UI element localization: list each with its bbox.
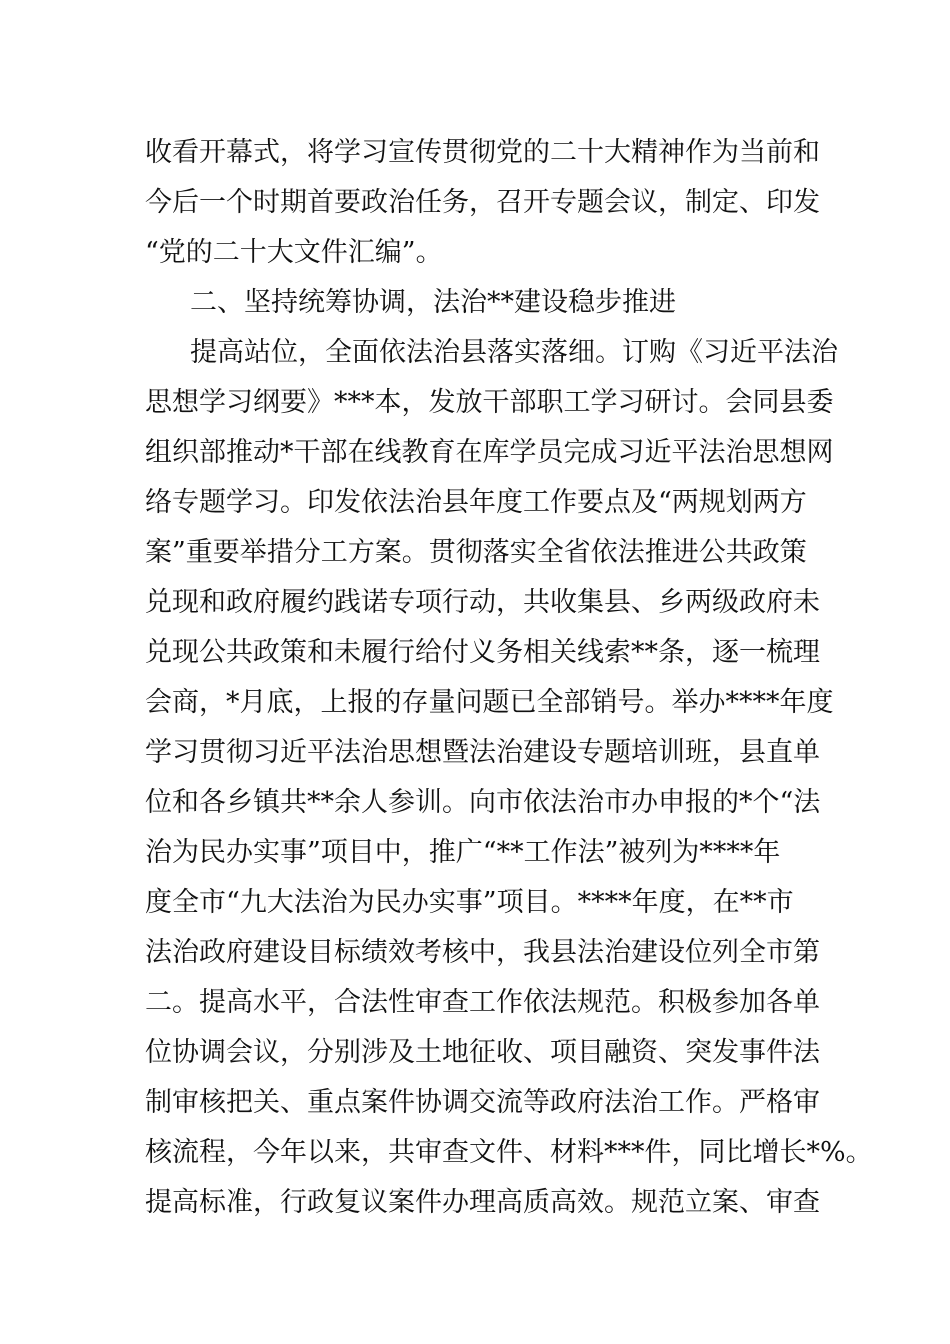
text-line: 会商，*月底，上报的存量问题已全部销号。举办****年度 xyxy=(145,687,834,718)
text-line: 度全市“九大法治为民办实事”项目。****年度，在**市 xyxy=(145,887,794,918)
text-line: 制审核把关、重点案件协调交流等政府法治工作。严格审 xyxy=(145,1087,820,1118)
text-line: 思想学习纲要》***本，发放干部职工学习研讨。会同县委 xyxy=(145,387,834,418)
text-line: 收看开幕式，将学习宣传贯彻党的二十大精神作为当前和 xyxy=(145,137,820,168)
text-line: 学习贯彻习近平法治思想暨法治建设专题培训班，县直单 xyxy=(145,737,820,768)
text-line: 络专题学习。印发依法治县年度工作要点及“两规划两方 xyxy=(145,487,807,518)
text-line: 位和各乡镇共**余人参训。向市依法治市办申报的*个“法 xyxy=(145,787,821,818)
text-line: “党的二十大文件汇编”。 xyxy=(145,237,443,268)
text-line: 今后一个时期首要政治任务，召开专题会议，制定、印发 xyxy=(145,187,820,218)
text-line: 兑现公共政策和未履行给付义务相关线索**条，逐一梳理 xyxy=(145,637,820,668)
paragraph-first-line: 提高站位，全面依法治县落实落细。订购《习近平法治 xyxy=(190,337,838,368)
text-line: 兑现和政府履约践诺专项行动，共收集县、乡两级政府未 xyxy=(145,587,820,618)
text-line: 二。提高水平，合法性审查工作依法规范。积极参加各单 xyxy=(145,987,820,1018)
text-line: 位协调会议，分别涉及土地征收、项目融资、突发事件法 xyxy=(145,1037,820,1068)
text-line: 案”重要举措分工方案。贯彻落实全省依法推进公共政策 xyxy=(145,537,807,568)
section-heading: 二、坚持统筹协调，法治**建设稳步推进 xyxy=(190,287,676,318)
text-line: 法治政府建设目标绩效考核中，我县法治建设位列全市第 xyxy=(145,937,820,968)
text-line: 核流程，今年以来，共审查文件、材料***件，同比增长*%。 xyxy=(145,1137,873,1168)
text-line: 治为民办实事”项目中，推广“**工作法”被列为****年 xyxy=(145,837,781,868)
text-line: 组织部推动*干部在线教育在库学员完成习近平法治思想网 xyxy=(145,437,834,468)
text-line: 提高标准，行政复议案件办理高质高效。规范立案、审查 xyxy=(145,1187,820,1218)
